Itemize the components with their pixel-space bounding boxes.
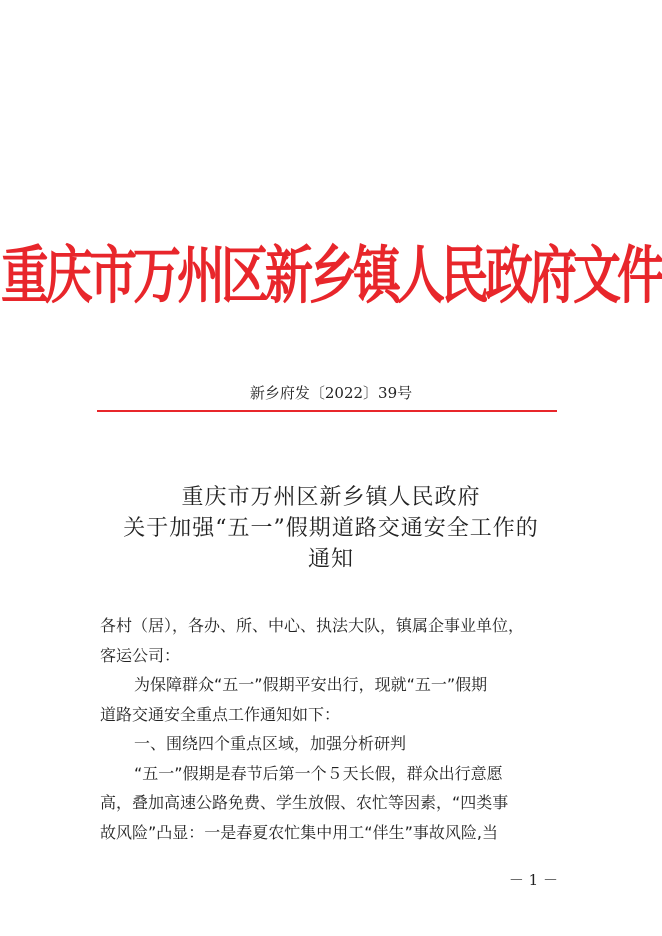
paragraph-1-line-1: “五一”假期是春节后第一个５天长假，群众出行意愿: [134, 763, 503, 783]
title-line-3: 通知: [307, 547, 354, 572]
page-number: － 1 －: [508, 871, 558, 889]
section-1-heading: 一、围绕四个重点区域，加强分析研判: [134, 734, 407, 753]
masthead-title: 重庆市万州区新乡镇人民政府文件: [0, 239, 661, 313]
addressee-line-1: 各村（居），各办、所、中心、执法大队，镇属企事业单位，: [100, 616, 525, 635]
red-divider-line: [97, 410, 557, 412]
title-line-1: 重庆市万州区新乡镇人民政府: [181, 485, 481, 510]
addressee-line-2: 客运公司：: [100, 645, 181, 665]
document-number: 新乡府发〔2022〕39号: [249, 384, 413, 402]
paragraph-1-line-2: 高，叠加高速公路免费、学生放假、农忙等因素，“四类事: [100, 793, 509, 812]
title-line-2: 关于加强“五一”假期道路交通安全工作的: [123, 516, 539, 541]
document-title: [0, 482, 662, 575]
paragraph-1-line-3: 故风险”凸显：一是春夏农忙集中用工“伴生”事故风险,当: [100, 822, 498, 842]
document-body: [100, 611, 578, 847]
intro-line-2: 道路交通安全重点工作通知如下：: [100, 704, 341, 724]
intro-line-1: 为保障群众“五一”假期平安出行，现就“五一”假期: [134, 675, 488, 694]
